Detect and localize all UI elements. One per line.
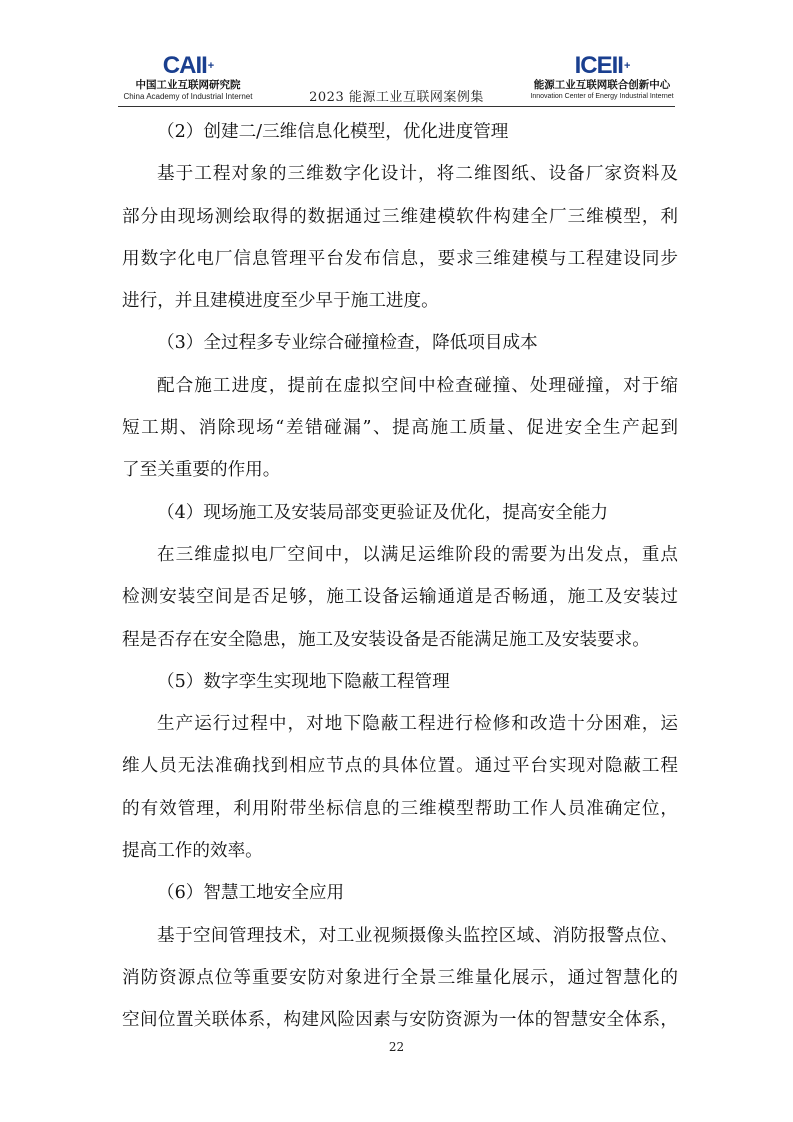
- caii-logo-chinese-name: 中国工业互联网研究院: [135, 79, 241, 91]
- page-header: [0, 0, 793, 108]
- header-divider: [118, 106, 675, 107]
- paragraph-line: 配合施工进度，提前在虚拟空间中检查碰撞、处理碰撞，对于缩: [157, 375, 678, 396]
- paragraph-line: 基于空间管理技术，对工业视频摄像头监控区域、消防报警点位、: [157, 925, 678, 946]
- section-heading: （4）现场施工及安装局部变更验证及优化，提高安全能力: [157, 502, 609, 523]
- section-heading: （2）创建二/三维信息化模型，优化进度管理: [157, 122, 509, 142]
- section-heading: （6）智慧工地安全应用: [157, 883, 345, 904]
- iceii-logo-mark: ICEII+: [574, 52, 630, 79]
- paragraph-line: 生产运行过程中，对地下隐蔽工程进行检修和改造十分困难，运: [157, 714, 678, 735]
- paragraph: [122, 534, 678, 661]
- iceii-logo-chinese-name: 能源工业互联网联合创新中心: [533, 79, 671, 91]
- paragraph-line: 空间位置关联体系，构建风险因素与安防资源为一体的智慧安全体系，: [122, 1010, 678, 1031]
- paragraph-line: 提高工作的效率。: [122, 841, 263, 862]
- paragraph-line: 在三维虚拟电厂空间中，以满足运维阶段的需要为出发点，重点: [157, 544, 678, 565]
- paragraph-line: 用数字化电厂信息管理平台发布信息，要求三维建模与工程建设同步: [122, 248, 678, 269]
- paragraph: [122, 153, 678, 322]
- iceii-logo: [528, 54, 676, 104]
- paragraph-line: 的有效管理，利用附带坐标信息的三维模型帮助工作人员准确定位，: [122, 798, 678, 819]
- paragraph-line: 进行，并且建模进度至少早于施工进度。: [122, 291, 439, 312]
- paragraph-line: 基于工程对象的三维数字化设计，将二维图纸、设备厂家资料及: [157, 164, 678, 185]
- page-number: 22: [388, 1040, 405, 1054]
- paragraph-line: 维人员无法准确找到相应节点的具体位置。通过平台实现对隐蔽工程: [122, 756, 678, 777]
- paragraph-line: 程是否存在安全隐患，施工及安装设备是否能满足施工及安装要求。: [122, 629, 650, 650]
- paragraph: [122, 365, 678, 492]
- paragraph-line: 检测安装空间是否足够，施工设备运输通道是否畅通，施工及安装过: [122, 587, 678, 608]
- paragraph-line: 了至关重要的作用。: [122, 460, 281, 481]
- paragraph: [122, 703, 678, 872]
- paragraph-line: 部分由现场测绘取得的数据通过三维建模软件构建全厂三维模型，利: [122, 206, 678, 227]
- iceii-logo-english-name: Innovation Center of Energy Industrial Internet: [530, 93, 674, 100]
- document-body: [122, 111, 678, 1042]
- caii-logo-mark: CAII+: [162, 52, 214, 79]
- section-heading: （5）数字孪生实现地下隐蔽工程管理: [157, 671, 450, 692]
- paragraph-line: 消防资源点位等重要安防对象进行全景三维量化展示，通过智慧化的: [122, 967, 678, 988]
- caii-logo-english-name: China Academy of Industrial Internet: [123, 92, 253, 101]
- paragraph-line: 短工期、消除现场“差错碰漏”、提高施工质量、促进安全生产起到: [122, 418, 678, 439]
- paragraph: [122, 915, 678, 1042]
- header-title: 2023 能源工业互联网案例集: [309, 90, 484, 105]
- section-heading: （3）全过程多专业综合碰撞检查，降低项目成本: [157, 333, 538, 354]
